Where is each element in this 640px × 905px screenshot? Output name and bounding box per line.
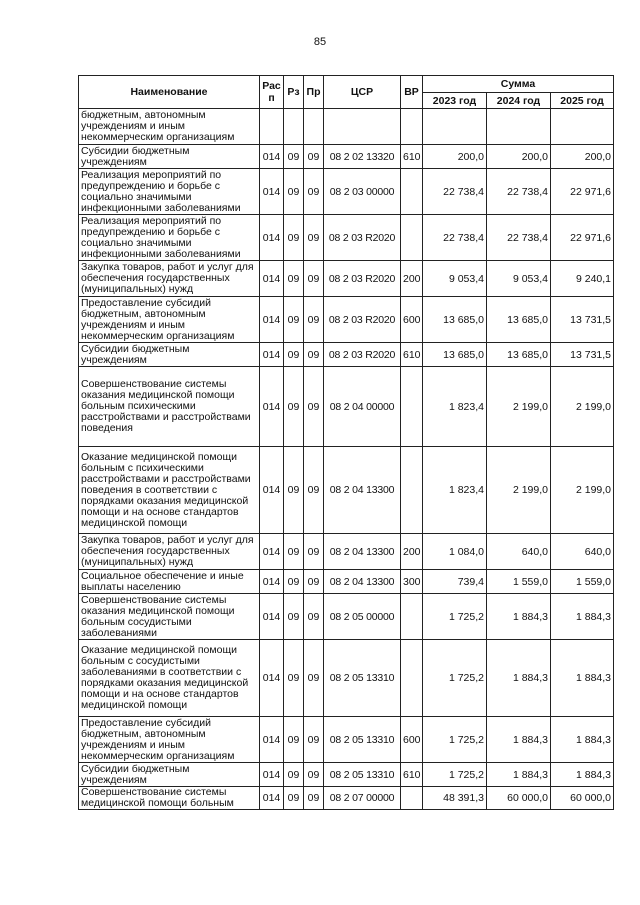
cell-name: Закупка товаров, работ и услуг для обеспечения государственных (муниципальных) нужд [79, 534, 260, 570]
cell-csr: 08 2 03 R2020 [324, 261, 401, 297]
cell-2024 [487, 109, 551, 145]
cell-2025: 1 884,3 [551, 717, 614, 763]
cell-2023: 13 685,0 [423, 297, 487, 343]
cell-name: Субсидии бюджетным учреждениям [79, 145, 260, 169]
header-name: Наименование [79, 76, 260, 109]
cell-rasp [260, 109, 284, 145]
cell-2023: 739,4 [423, 570, 487, 594]
table-row [79, 261, 614, 297]
cell-2024: 200,0 [487, 145, 551, 169]
cell-name: Оказание медицинской помощи больным с психическими расстройствами и расстройствами поведения в соответствии с порядками оказания медицинской помощи и на основе стандартов медицинской помощи [79, 447, 260, 534]
cell-csr: 08 2 04 13300 [324, 447, 401, 534]
cell-2023: 1 725,2 [423, 594, 487, 640]
cell-name: Закупка товаров, работ и услуг для обеспечения государственных (муниципальных) нужд [79, 261, 260, 297]
cell-pr: 09 [304, 640, 324, 717]
cell-vr: 610 [401, 145, 423, 169]
cell-rz: 09 [284, 367, 304, 447]
cell-rz: 09 [284, 447, 304, 534]
table-row [79, 447, 614, 534]
cell-2024: 2 199,0 [487, 447, 551, 534]
cell-vr [401, 594, 423, 640]
header-csr: ЦСР [324, 76, 401, 109]
cell-vr [401, 447, 423, 534]
header-pr: Пр [304, 76, 324, 109]
cell-2025: 1 884,3 [551, 763, 614, 787]
cell-2025 [551, 109, 614, 145]
header-2025: 2025 год [551, 93, 614, 109]
cell-2023: 1 084,0 [423, 534, 487, 570]
header-2023: 2023 год [423, 93, 487, 109]
cell-2023: 1 725,2 [423, 640, 487, 717]
cell-rasp: 014 [260, 343, 284, 367]
cell-vr: 200 [401, 261, 423, 297]
cell-rasp: 014 [260, 594, 284, 640]
cell-csr: 08 2 04 13300 [324, 570, 401, 594]
cell-rz [284, 109, 304, 145]
cell-vr: 610 [401, 343, 423, 367]
budget-table [78, 75, 614, 810]
cell-vr [401, 367, 423, 447]
cell-2023: 9 053,4 [423, 261, 487, 297]
table-row [79, 787, 614, 810]
cell-rasp: 014 [260, 215, 284, 261]
cell-2024: 22 738,4 [487, 169, 551, 215]
cell-vr: 600 [401, 297, 423, 343]
cell-rasp: 014 [260, 297, 284, 343]
cell-2024: 1 884,3 [487, 594, 551, 640]
cell-2024: 22 738,4 [487, 215, 551, 261]
cell-2023 [423, 109, 487, 145]
cell-csr: 08 2 05 13310 [324, 717, 401, 763]
cell-rz: 09 [284, 640, 304, 717]
cell-csr: 08 2 02 13320 [324, 145, 401, 169]
cell-2023: 48 391,3 [423, 787, 487, 810]
header-rasp-line1: Рас [262, 80, 281, 92]
cell-rasp: 014 [260, 717, 284, 763]
header-sum: Сумма [423, 76, 614, 93]
table-row [79, 169, 614, 215]
cell-2024: 9 053,4 [487, 261, 551, 297]
cell-name: Предоставление субсидий бюджетным, автономным учреждениям и иным некоммерческим организациям [79, 717, 260, 763]
cell-2024: 640,0 [487, 534, 551, 570]
cell-csr: 08 2 03 00000 [324, 169, 401, 215]
cell-rasp: 014 [260, 447, 284, 534]
cell-pr: 09 [304, 594, 324, 640]
table-body [79, 109, 614, 810]
cell-pr: 09 [304, 261, 324, 297]
cell-name: Совершенствование системы оказания медицинской помощи больным психическими расстройствами и расстройствами поведения [79, 367, 260, 447]
cell-2024: 1 884,3 [487, 640, 551, 717]
cell-csr: 08 2 03 R2020 [324, 297, 401, 343]
cell-rasp: 014 [260, 367, 284, 447]
cell-pr: 09 [304, 367, 324, 447]
cell-2023: 1 725,2 [423, 717, 487, 763]
cell-vr [401, 640, 423, 717]
cell-rz: 09 [284, 297, 304, 343]
cell-2025: 60 000,0 [551, 787, 614, 810]
cell-2025: 200,0 [551, 145, 614, 169]
cell-2023: 1 823,4 [423, 447, 487, 534]
cell-rasp: 014 [260, 145, 284, 169]
cell-pr: 09 [304, 297, 324, 343]
cell-rz: 09 [284, 261, 304, 297]
cell-2025: 1 559,0 [551, 570, 614, 594]
header-vr: ВР [401, 76, 423, 109]
cell-2024: 13 685,0 [487, 343, 551, 367]
page-number: 85 [313, 36, 327, 48]
cell-pr [304, 109, 324, 145]
cell-vr [401, 215, 423, 261]
cell-2025: 13 731,5 [551, 297, 614, 343]
cell-name: Субсидии бюджетным учреждениям [79, 343, 260, 367]
cell-2024: 2 199,0 [487, 367, 551, 447]
cell-pr: 09 [304, 570, 324, 594]
table-row [79, 763, 614, 787]
table-row [79, 570, 614, 594]
cell-vr [401, 169, 423, 215]
table-row [79, 109, 614, 145]
cell-name: Совершенствование системы оказания медицинской помощи больным сосудистыми заболеваниями [79, 594, 260, 640]
cell-2025: 22 971,6 [551, 169, 614, 215]
table-row [79, 594, 614, 640]
cell-rasp: 014 [260, 261, 284, 297]
cell-csr: 08 2 04 00000 [324, 367, 401, 447]
header-rasp-line2: п [268, 92, 275, 104]
cell-pr: 09 [304, 343, 324, 367]
cell-rasp: 014 [260, 534, 284, 570]
cell-csr: 08 2 03 R2020 [324, 343, 401, 367]
cell-rz: 09 [284, 343, 304, 367]
cell-2023: 1 823,4 [423, 367, 487, 447]
cell-2025: 13 731,5 [551, 343, 614, 367]
cell-rz: 09 [284, 534, 304, 570]
cell-csr: 08 2 05 13310 [324, 640, 401, 717]
cell-rz: 09 [284, 763, 304, 787]
cell-pr: 09 [304, 447, 324, 534]
cell-rasp: 014 [260, 570, 284, 594]
cell-name: бюджетным, автономным учреждениям и иным некоммерческим организациям [79, 109, 260, 145]
cell-vr: 610 [401, 763, 423, 787]
cell-name: Реализация мероприятий по предупреждению и борьбе с социально значимыми инфекционными заболеваниями [79, 169, 260, 215]
cell-2023: 13 685,0 [423, 343, 487, 367]
cell-2025: 1 884,3 [551, 594, 614, 640]
cell-pr: 09 [304, 215, 324, 261]
cell-pr: 09 [304, 717, 324, 763]
table-row [79, 367, 614, 447]
table-row [79, 640, 614, 717]
cell-csr: 08 2 05 13310 [324, 763, 401, 787]
header-rz: Рз [284, 76, 304, 109]
cell-rz: 09 [284, 215, 304, 261]
cell-name: Оказание медицинской помощи больным с сосудистыми заболеваниями в соответствии с порядками оказания медицинской помощи и на основе стандартов медицинской помощи [79, 640, 260, 717]
cell-csr [324, 109, 401, 145]
cell-rasp: 014 [260, 169, 284, 215]
header-2024: 2024 год [487, 93, 551, 109]
cell-2025: 9 240,1 [551, 261, 614, 297]
cell-vr [401, 787, 423, 810]
cell-name: Предоставление субсидий бюджетным, автономным учреждениям и иным некоммерческим организациям [79, 297, 260, 343]
table-row [79, 534, 614, 570]
cell-csr: 08 2 07 00000 [324, 787, 401, 810]
cell-2025: 2 199,0 [551, 447, 614, 534]
cell-rz: 09 [284, 570, 304, 594]
cell-pr: 09 [304, 763, 324, 787]
cell-2023: 22 738,4 [423, 215, 487, 261]
table-row [79, 145, 614, 169]
header-rasp [260, 76, 284, 109]
cell-name: Социальное обеспечение и иные выплаты населению [79, 570, 260, 594]
table-header [79, 76, 614, 109]
cell-2024: 60 000,0 [487, 787, 551, 810]
cell-rz: 09 [284, 594, 304, 640]
cell-2025: 2 199,0 [551, 367, 614, 447]
table-row [79, 343, 614, 367]
cell-pr: 09 [304, 145, 324, 169]
cell-rz: 09 [284, 717, 304, 763]
cell-vr: 300 [401, 570, 423, 594]
cell-2023: 1 725,2 [423, 763, 487, 787]
cell-name: Реализация мероприятий по предупреждению и борьбе с социально значимыми инфекционными заболеваниями [79, 215, 260, 261]
cell-2024: 13 685,0 [487, 297, 551, 343]
cell-rasp: 014 [260, 763, 284, 787]
cell-pr: 09 [304, 169, 324, 215]
table-row [79, 215, 614, 261]
cell-2024: 1 884,3 [487, 717, 551, 763]
cell-csr: 08 2 04 13300 [324, 534, 401, 570]
cell-name: Совершенствование системы медицинской помощи больным [79, 787, 260, 810]
cell-2025: 1 884,3 [551, 640, 614, 717]
cell-vr: 600 [401, 717, 423, 763]
cell-rasp: 014 [260, 640, 284, 717]
cell-2023: 200,0 [423, 145, 487, 169]
cell-2025: 22 971,6 [551, 215, 614, 261]
cell-rz: 09 [284, 787, 304, 810]
cell-name: Субсидии бюджетным учреждениям [79, 763, 260, 787]
cell-csr: 08 2 05 00000 [324, 594, 401, 640]
cell-2024: 1 884,3 [487, 763, 551, 787]
table-row [79, 717, 614, 763]
cell-pr: 09 [304, 787, 324, 810]
cell-2023: 22 738,4 [423, 169, 487, 215]
cell-vr: 200 [401, 534, 423, 570]
cell-vr [401, 109, 423, 145]
cell-csr: 08 2 03 R2020 [324, 215, 401, 261]
cell-rasp: 014 [260, 787, 284, 810]
table-row [79, 297, 614, 343]
cell-pr: 09 [304, 534, 324, 570]
cell-rz: 09 [284, 145, 304, 169]
cell-2024: 1 559,0 [487, 570, 551, 594]
cell-rz: 09 [284, 169, 304, 215]
cell-2025: 640,0 [551, 534, 614, 570]
